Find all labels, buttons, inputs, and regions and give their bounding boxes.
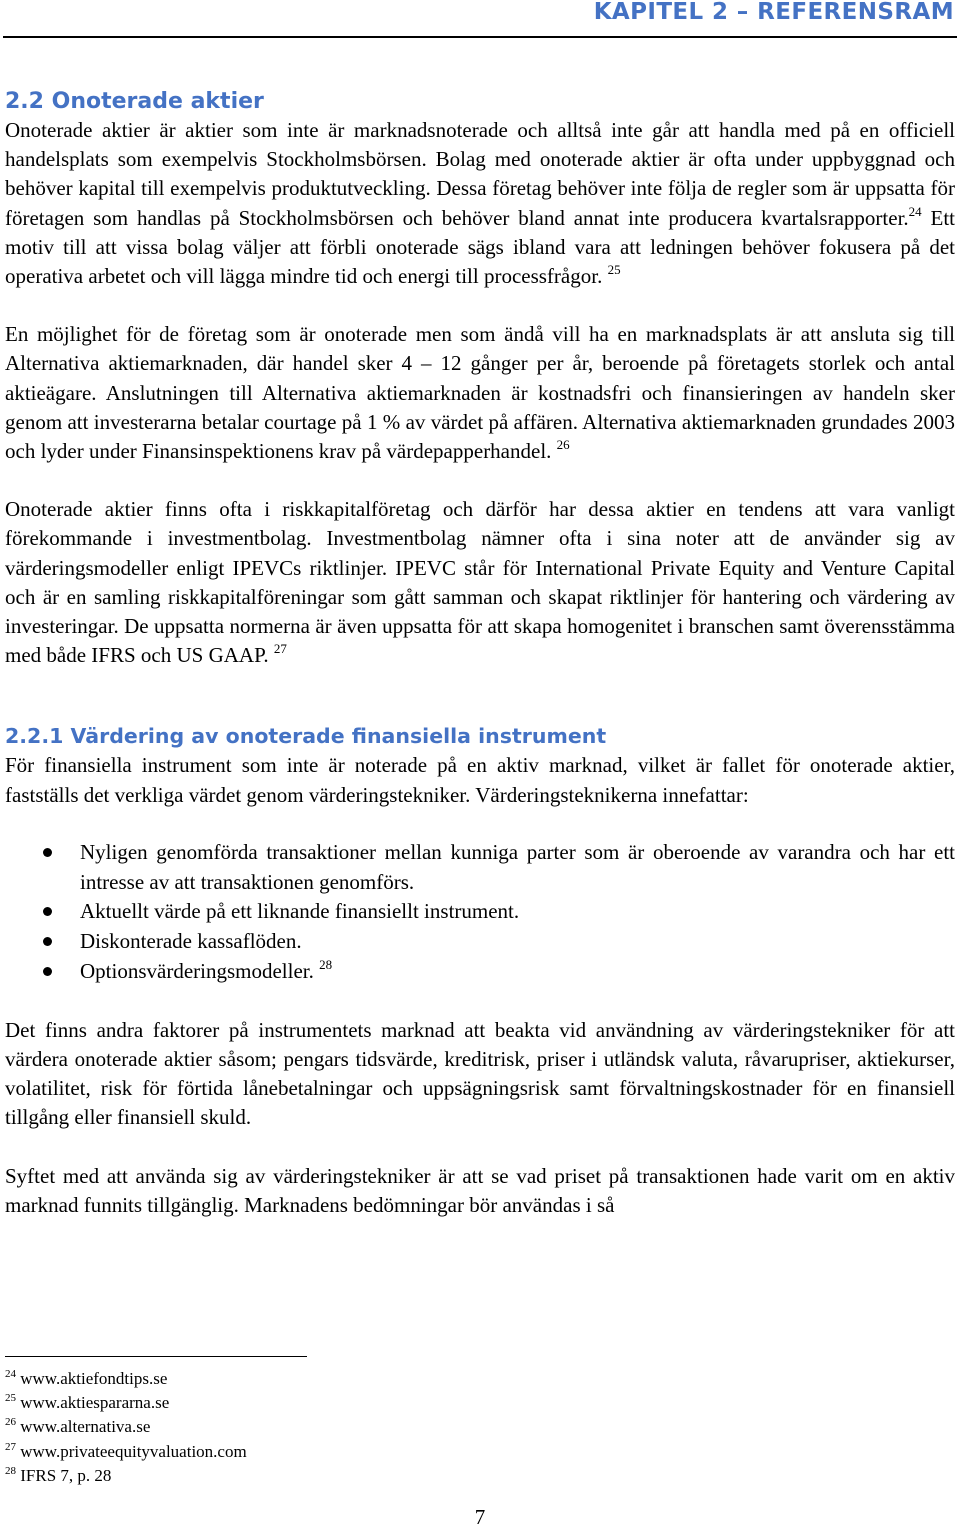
- footnote-ref-25: 25: [607, 262, 621, 278]
- paragraph-3-text: Onoterade aktier finns ofta i riskkapitalföretag och därför har dessa aktier en tendens att vara vanligt förekommande i investmentbolag. Investmentbolag nämner ofta i sina noter att de använder sig av värderingsmodeller enligt IPEVCs riktlinjer. IPEVC står för International Private Equity and Venture Capital och är en samling riskkapitalföreningar som gått samman och skapat riktlinjer för hantering och värdering av investeringar. De uppsatta normerna är även uppsatta för att skapa homogenitet i branschen samt överensstämma med både IFRS och US GAAP.: [5, 497, 955, 668]
- footnote-link[interactable]: www.alternativa.se: [20, 1417, 151, 1437]
- footnote-item: $^{26}$ www.alternativa.se: [5, 1416, 151, 1437]
- page-header: [0, 0, 960, 40]
- footnote-item: $^{24}$ www.aktiefondtips.se: [5, 1368, 168, 1388]
- footnote-link[interactable]: www.aktiespararna.se: [20, 1393, 170, 1413]
- bullet-icon: [43, 907, 52, 916]
- footnote-text: IFRS 7, p. 28: [20, 1465, 112, 1485]
- paragraph-1-text-a: Onoterade aktier är aktier som inte är marknadsnoterade och alltså inte går att handla med på en officiell handelsplats som exempelvis Stockholmsbörsen. Bolag med onoterade aktier är ofta under uppbyggnad och behöver kapital till exempelvis produktutveckling. Dessa företag behöver inte följa de regler som är uppsatta för företagen som handlas på Stockholmsbörsen och behöver bland annat inte producera kvartalsrapporter.: [5, 118, 955, 230]
- bullet-icon: [43, 937, 52, 946]
- footnote-link[interactable]: www.privateequityvaluation.com: [20, 1441, 247, 1461]
- footnote-item: $^{25}$ www.aktiespararna.se: [5, 1392, 170, 1413]
- page-number: 7: [474, 1505, 486, 1529]
- paragraph-1: [5, 116, 955, 291]
- footnote-item: $^{28}$ IFRS 7, p. 28: [5, 1464, 112, 1485]
- section-heading: 2.2 Onoterade aktier: [5, 89, 264, 114]
- list-item: Optionsvärderingsmodeller. $^{28}$: [5, 957, 955, 987]
- paragraph-4: Det finns andra faktorer på instrumentets marknad att beakta vid användning av värderingstekniker för att värdera onoterade aktier såsom; pengars tidsvärde, kreditrisk, priser i utländsk valuta, råvarupriser, aktiekurser, volatilitet, risk för förtida lånebetalningar och uppsägningsrisk samt förvaltningskostnader för en finansiell tillgång eller finansiell skuld.: [5, 1017, 955, 1130]
- footnote-item: $^{27}$ www.privateequityvaluation.com: [5, 1440, 247, 1461]
- paragraph-1-text-b: Ett motiv till att vissa bolag väljer att förbli onoterade sägs ibland vara att ledningen behöver fokusera på det operativa arbetet och vill lägga mindre tid och energi till processfrågor.: [5, 205, 955, 289]
- footnotes: [5, 1356, 605, 1488]
- header-rule: [3, 36, 957, 38]
- paragraph-2-text: En möjlighet för de företag som är onoterade men som ändå vill ha en marknadsplats är att ansluta sig till Alternativa aktiemarknaden, där handel sker 4 – 12 gånger per år, beroende på företagets storlek och antal aktieägare. Anslutningen till Alternativa aktiemarknaden är kostnadsfri och finansieringen av handeln sker genom att investerarna betalar courtage på 1 % av värdet på affären. Alternativa aktiemarknaden grundades 2003 och lyder under Finansinspektionens krav på värdepapperhandel.: [5, 322, 955, 464]
- chapter-title: KAPITEL 2 – REFERENSRAM: [593, 0, 954, 25]
- list-item: Aktuellt värde på ett liknande finansiellt instrument.: [5, 897, 955, 927]
- valuation-techniques-list: [5, 838, 955, 987]
- footnote-ref-24: 24: [908, 203, 922, 219]
- paragraph-2: [5, 320, 955, 466]
- subsection-intro: För finansiella instrument som inte är noterade på en aktiv marknad, vilket är fallet för onoterade aktier, fastställs det verkliga värdet genom värderingstekniker. Värderingsteknikerna innefattar:: [5, 753, 955, 807]
- footnote-ref-28: 28: [319, 957, 333, 973]
- footnote-link[interactable]: www.aktiefondtips.se: [20, 1369, 168, 1388]
- subsection-heading: 2.2.1 Värdering av onoterade finansiella instrument: [5, 724, 607, 749]
- bullet-icon: [43, 848, 52, 857]
- paragraph-3: [5, 495, 955, 670]
- paragraph-5: Syftet med att använda sig av värderingstekniker är att se vad priset på transaktionen hade varit om en aktiv marknad funnits tillgänglig. Marknadens bedömningar bör användas i så: [5, 1163, 955, 1217]
- footnote-ref-27: 27: [273, 641, 287, 657]
- footnote-rule: [5, 1356, 307, 1357]
- page-body: [5, 88, 955, 1220]
- bullet-icon: [43, 967, 52, 976]
- footnote-ref-26: 26: [556, 437, 570, 453]
- list-item: Nyligen genomförda transaktioner mellan kunniga parter som är oberoende av varandra och har ett intresse av att transaktionen genomförs.: [5, 838, 955, 898]
- list-item: Diskonterade kassaflöden.: [5, 927, 955, 957]
